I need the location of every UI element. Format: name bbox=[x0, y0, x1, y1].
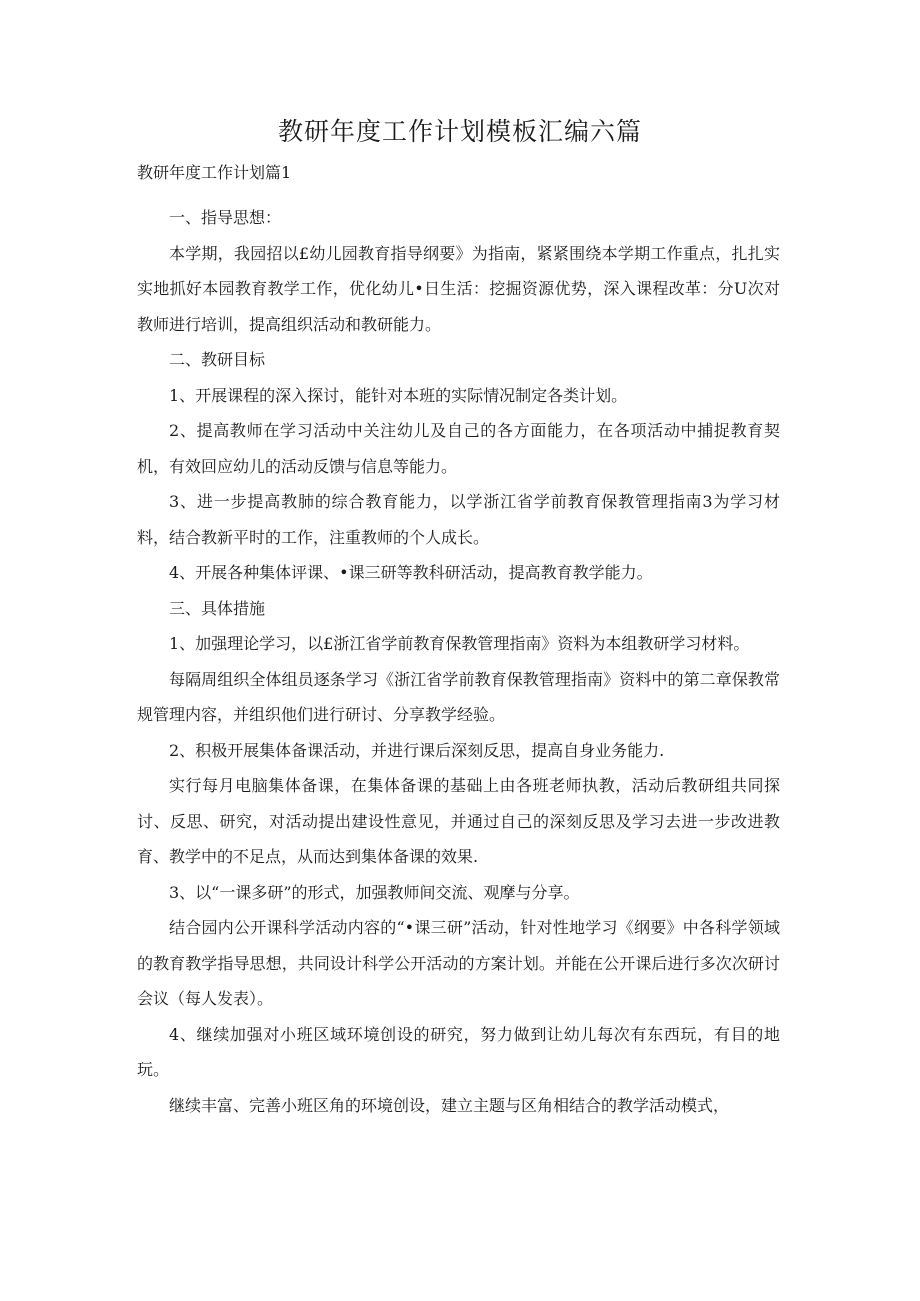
paragraph: 4、继续加强对小班区域环境创设的研究，努力做到让幼儿每次有东西玩，有目的地玩。 bbox=[137, 1024, 780, 1079]
paragraph: 3、以“一课多研”的形式，加强教师间交流、观摩与分享。 bbox=[169, 882, 580, 902]
paragraph: 本学期，我园招以£幼儿园教育指导纲要》为指南，紧紧围绕本学期工作重点，扎扎实实地抓好本园教育教学工作，优化幼儿•日生活：挖掘资源优势，深入课程改革：分U次对教师进行培训，提高组织活动和教研能力。 bbox=[137, 243, 780, 334]
section-heading: 教研年度工作计划篇1 bbox=[137, 163, 292, 182]
document-title: 教研年度工作计划模板汇编六篇 bbox=[277, 117, 642, 146]
paragraph: 1、加强理论学习，以£浙江省学前教育保教管理指南》资料为本组教研学习材料。 bbox=[169, 634, 750, 653]
paragraph: 三、具体措施 bbox=[169, 598, 266, 618]
paragraph: 实行每月电脑集体备课，在集体备课的基础上由各班老师执教，活动后教研组共同探讨、反思、研究，对活动提出建设性意见，并通过自己的深刻反思及学习去进一步改进教育、教学中的不足点，从而达到集体备课的效果. bbox=[137, 776, 780, 866]
paragraph: 4、开展各种集体评课、•课三研等教科研活动，提高教育教学能力。 bbox=[169, 563, 653, 582]
paragraph: 结合园内公开课科学活动内容的“•课三研”活动，针对性地学习《纲要》中各科学领域的教育教学指导思想，共同设计科学公开活动的方案计划。并能在公开课后进行多次次研讨会议（每人发表）。 bbox=[137, 918, 780, 1008]
paragraph: 3、进一步提高教肺的综合教育能力，以学浙江省学前教育保教管理指南3为学习材料，结合教新平时的工作，注重教师的个人成长。 bbox=[137, 492, 780, 547]
paragraph: 2、提高教师在学习活动中关注幼儿及自己的各方面能力，在各项活动中捕捉教育契机，有效回应幼儿的活动反馈与信息等能力。 bbox=[137, 421, 780, 476]
paragraph: 每隔周组织全体组员逐条学习《浙江省学前教育保教管理指南》资料中的第二章保教常规管理内容，并组织他们进行研讨、分享教学经验。 bbox=[137, 669, 780, 724]
paragraph: 2、积极开展集体备课活动，并进行课后深刻反思，提高自身业务能力. bbox=[169, 740, 665, 760]
paragraph: 1、开展课程的深入探讨，能针对本班的实际情况制定各类计划。 bbox=[169, 385, 628, 405]
paragraph: 继续丰富、完善小班区角的环境创设，建立主题与区角相结合的教学活动模式， bbox=[169, 1095, 730, 1115]
paragraph: 一、指导思想： bbox=[169, 208, 282, 227]
document-body bbox=[137, 200, 780, 1123]
paragraph: 二、教研目标 bbox=[169, 350, 266, 369]
